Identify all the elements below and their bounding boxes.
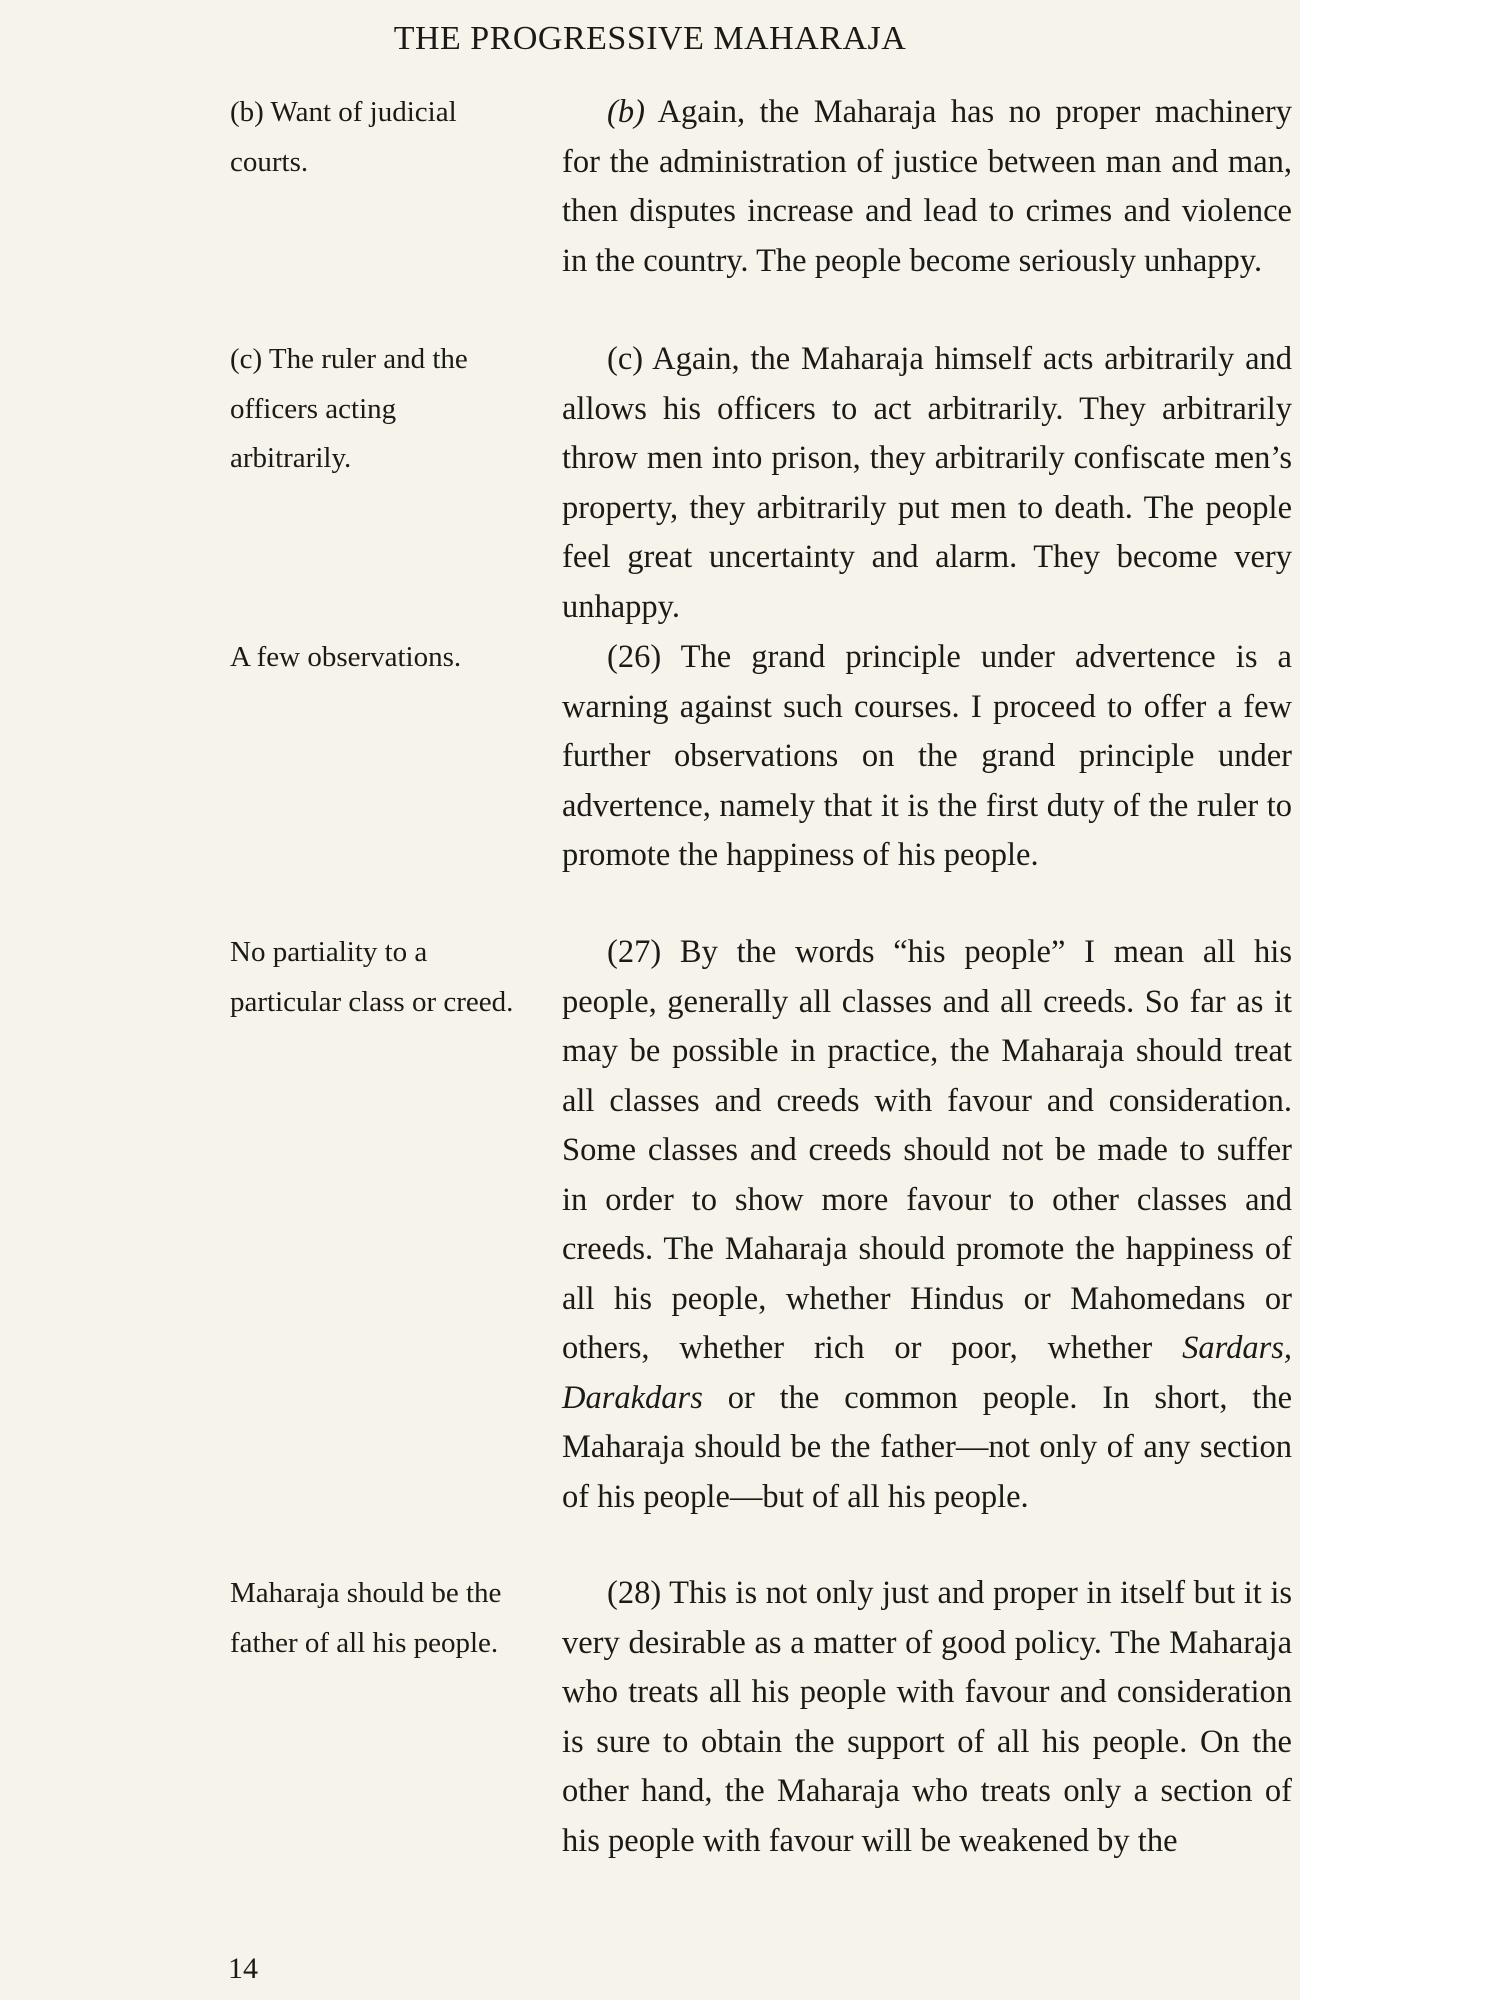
margin-note-no-partiality: No partiality to a particular class or creed. (230, 936, 514, 1018)
paragraph-b-text: Again, the Maharaja has no proper machinery for the administration of justice between man and man, then disputes increase and lead to crimes and violence in the country. The people become seriously unhappy. (562, 94, 1292, 279)
margin-note-father-of-all: Maharaja should be the father of all his people. (230, 1577, 502, 1659)
margin-note-few-observations: A few observations. (230, 641, 462, 673)
paragraph-c-text: (c) Again, the Maharaja himself acts arbitrarily and allows his officers to act arbitrarily. They arbitrarily throw men into prison, they arbitrarily confiscate men’s property, they arbitrarily put men to death. The people feel great uncertainty and alarm. They become very unhappy. (562, 341, 1292, 625)
margin-note-ruler-acting-arbitrarily: (c) The ruler and the officers acting arbitrarily. (230, 343, 468, 474)
paragraph-28-text: (28) This is not only just and proper in itself but it is very desirable as a matter of good policy. The Maharaja who treats all his people with favour and consideration is sure to obtain the support of all his people. On the other hand, the Maharaja who treats only a section of his people with favour will be weakened by the (562, 1575, 1292, 1859)
paragraph-26-text: (26) The grand principle under advertence is a warning against such courses. I proceed to offer a few further observations on the grand principle under advertence, namely that it is the first duty of the ruler to promote the happiness of his people. (562, 639, 1292, 873)
paragraph-c (562, 335, 1292, 632)
margin-note-want-of-judicial-courts: (b) Want of judicial courts. (230, 96, 457, 178)
running-header: THE PROGRESSIVE MAHARAJA (393, 20, 907, 57)
paragraph-26 (562, 633, 1292, 881)
paragraph-28 (562, 1569, 1292, 1866)
paragraph-27-text-a: (27) By the words “his people” I mean all his people, generally all classes and all creeds. So far as it may be possible in practice, the Maharaja should treat all classes and creeds with favour and consideration. Some classes and creeds should not be made to suffer in order to show more favour to other classes and creeds. The Maharaja should promote the happiness of all his people, whether Hindus or Mahomedans or others, whether rich or poor, whether (562, 934, 1292, 1366)
paragraph-27-italic-terms: Sardars, Darakdars (562, 1330, 1292, 1416)
paragraph-27-text-b: or the common people. In short, the Maharaja should be the father—not only of any section of his people—but of all his people. (562, 1379, 1293, 1515)
paragraph-b (562, 88, 1292, 286)
page-number: 14 (228, 1952, 258, 1985)
paragraph-27 (562, 928, 1292, 1522)
paragraph-b-label: (b) (607, 94, 645, 130)
